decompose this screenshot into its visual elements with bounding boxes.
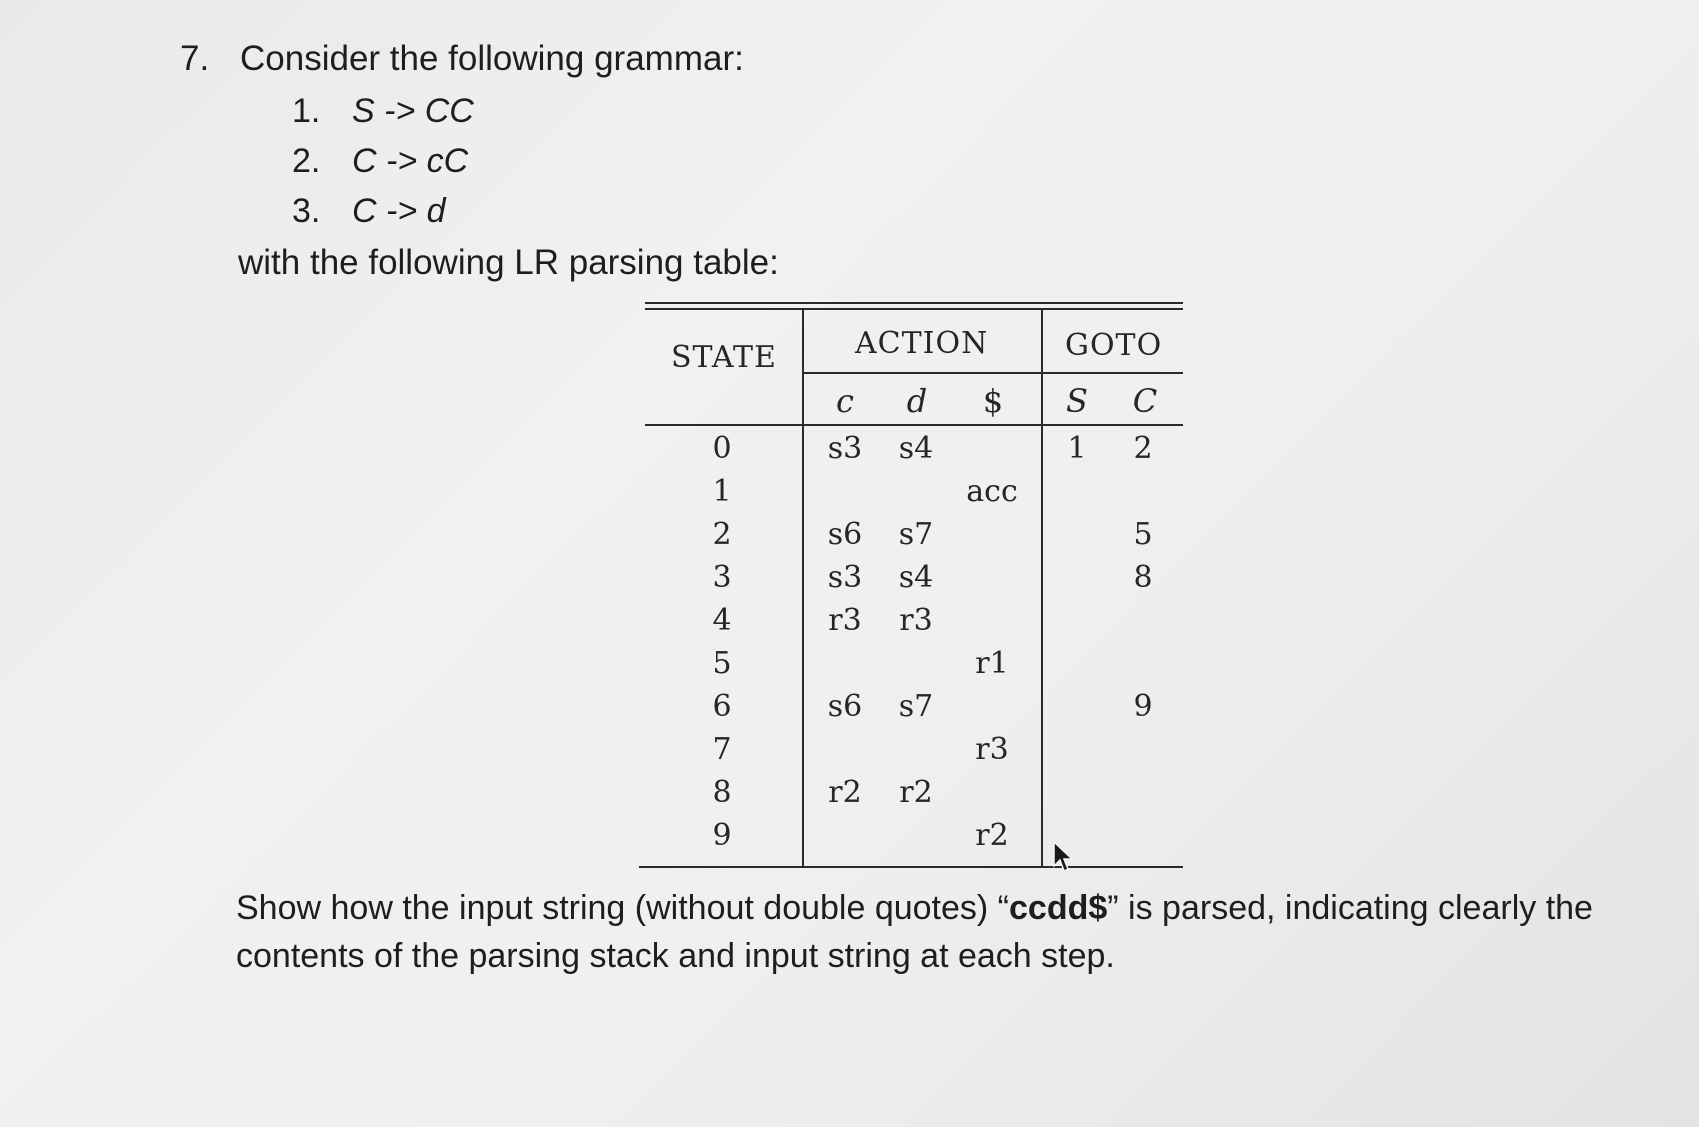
instruction-part: Show how the input string (without double quotes) “ bbox=[236, 889, 1010, 927]
action-goto-divider bbox=[1041, 310, 1043, 866]
state-header: STATE bbox=[671, 340, 777, 375]
grammar-rules bbox=[292, 86, 474, 236]
state-cell: 6 bbox=[712, 689, 732, 724]
action-cell-c: r3 bbox=[828, 603, 862, 638]
action-cell-d: r3 bbox=[899, 603, 933, 638]
lr-parsing-table bbox=[645, 302, 1183, 868]
goto-cell-s: 1 bbox=[1067, 431, 1087, 466]
state-cell: 3 bbox=[712, 560, 732, 595]
action-cell-dollar: r3 bbox=[975, 732, 1009, 767]
rule-number: 1. bbox=[292, 92, 321, 130]
bottom-rule bbox=[639, 866, 1183, 868]
action-col-c: c bbox=[836, 382, 854, 420]
state-cell: 8 bbox=[712, 775, 732, 810]
action-cell-d: s7 bbox=[898, 689, 934, 724]
action-cell-c: s3 bbox=[827, 560, 863, 595]
action-cell-dollar: r2 bbox=[975, 818, 1009, 853]
action-col-d: d bbox=[906, 382, 928, 420]
subheader-rule bbox=[802, 372, 1183, 374]
action-cell-d: r2 bbox=[899, 775, 933, 810]
top-rule-second bbox=[645, 308, 1183, 310]
grammar-rule bbox=[292, 186, 474, 236]
goto-col-c: C bbox=[1132, 382, 1158, 420]
header-rule bbox=[645, 424, 1183, 426]
rule-production: C -> cC bbox=[352, 142, 469, 180]
question-number: 7. bbox=[180, 39, 210, 78]
rule-production: S -> CC bbox=[352, 92, 474, 130]
table-intro: with the following LR parsing table: bbox=[238, 243, 779, 282]
action-cell-c: s3 bbox=[827, 431, 863, 466]
goto-header: GOTO bbox=[1065, 328, 1163, 363]
goto-col-s: S bbox=[1066, 382, 1088, 420]
grammar-rule bbox=[292, 136, 474, 186]
state-cell: 0 bbox=[712, 431, 732, 466]
action-cell-d: s4 bbox=[898, 560, 934, 595]
state-cell: 5 bbox=[712, 646, 732, 681]
action-cell-dollar: acc bbox=[966, 474, 1018, 509]
state-action-divider bbox=[802, 310, 804, 866]
top-rule bbox=[645, 302, 1183, 304]
action-col-dollar: $ bbox=[982, 382, 1004, 420]
rule-number: 3. bbox=[292, 192, 321, 230]
goto-cell-c: 9 bbox=[1133, 689, 1153, 724]
action-cell-c: s6 bbox=[827, 517, 863, 552]
action-cell-dollar: r1 bbox=[975, 646, 1009, 681]
state-cell: 9 bbox=[712, 818, 732, 853]
action-cell-c: s6 bbox=[827, 689, 863, 724]
action-cell-d: s4 bbox=[898, 431, 934, 466]
input-string: ccdd$ bbox=[1009, 889, 1108, 927]
state-cell: 1 bbox=[712, 474, 732, 509]
action-cell-c: r2 bbox=[828, 775, 862, 810]
goto-cell-c: 8 bbox=[1133, 560, 1153, 595]
state-cell: 7 bbox=[712, 732, 732, 767]
goto-cell-c: 5 bbox=[1133, 517, 1153, 552]
state-cell: 2 bbox=[712, 517, 732, 552]
action-cell-d: s7 bbox=[898, 517, 934, 552]
rule-number: 2. bbox=[292, 142, 321, 180]
instruction-text bbox=[236, 884, 1656, 980]
question-heading bbox=[180, 36, 744, 82]
goto-cell-c: 2 bbox=[1133, 431, 1153, 466]
state-cell: 4 bbox=[712, 603, 732, 638]
question-text: Consider the following grammar: bbox=[240, 39, 744, 78]
grammar-rule bbox=[292, 86, 474, 136]
action-header: ACTION bbox=[855, 326, 989, 361]
instruction-part: ” is parsed, indicating clearly the contents of the parsing stack and input string at each step. bbox=[236, 889, 1593, 975]
rule-production: C -> d bbox=[352, 192, 446, 230]
mouse-pointer-icon bbox=[1052, 840, 1074, 874]
